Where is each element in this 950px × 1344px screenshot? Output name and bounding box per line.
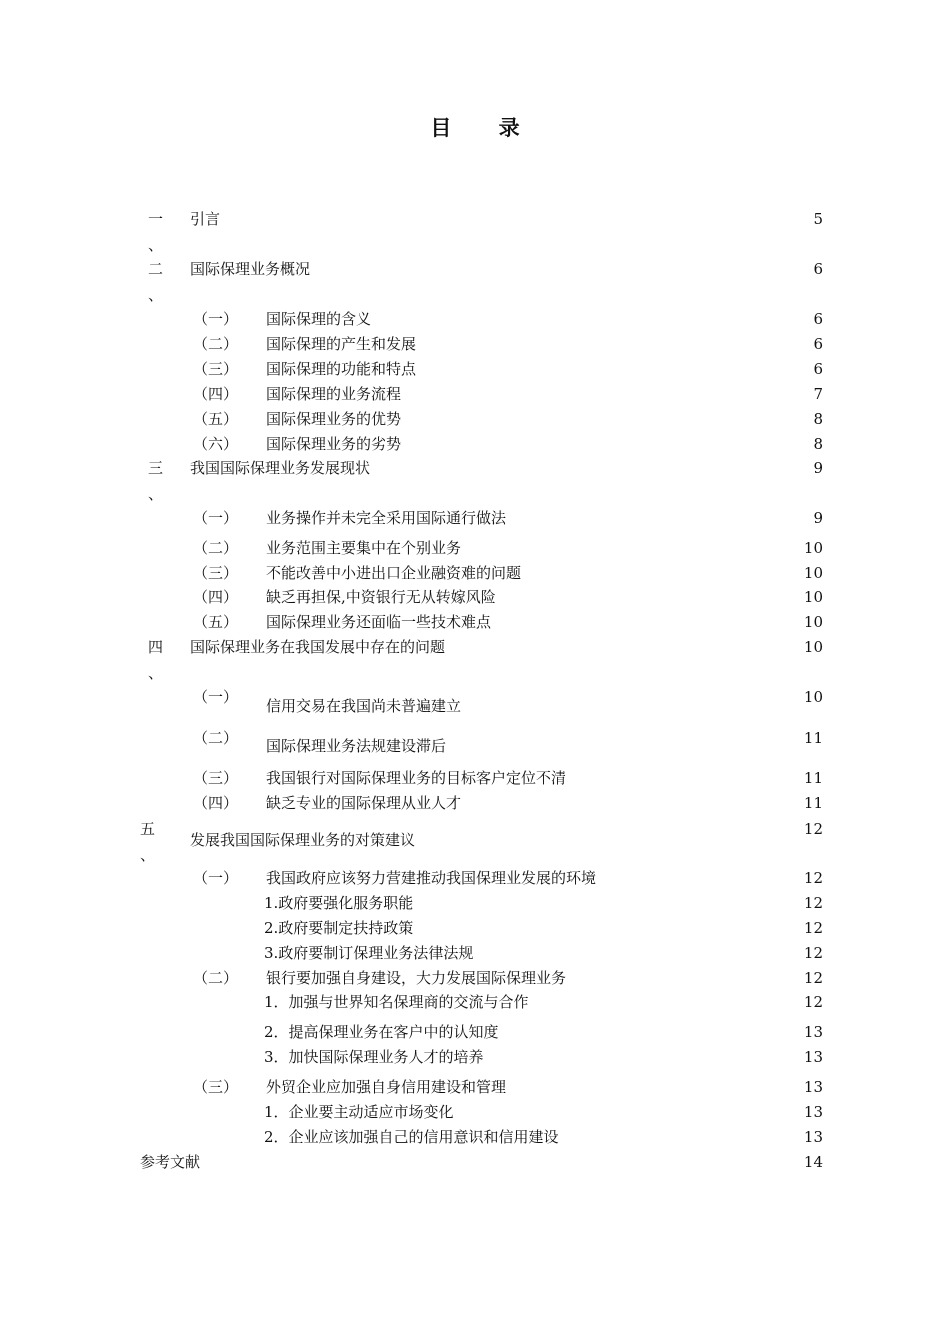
- entry-title: 2．企业应该加强自己的信用意识和信用建设: [264, 1128, 559, 1146]
- chapter-mark: 、: [140, 846, 156, 864]
- page-number: 6: [813, 260, 823, 278]
- entry-title: 引言: [190, 210, 221, 228]
- section-number: （一）: [193, 688, 239, 706]
- entry-title: 我国银行对国际保理业务的目标客户定位不清: [266, 769, 567, 787]
- page-number: 12: [803, 993, 823, 1011]
- toc-entry-3[interactable]: [0, 456, 950, 503]
- entry-title: 缺乏再担保,中资银行无从转嫁风险: [266, 588, 496, 606]
- toc-entry-2[interactable]: [0, 257, 950, 304]
- section-number: （一）: [193, 509, 239, 527]
- toc-entry-5-1-1[interactable]: [0, 891, 950, 915]
- chapter-mark: 、: [148, 485, 164, 503]
- chapter-mark: 、: [148, 664, 164, 682]
- page-number: 12: [803, 894, 823, 912]
- entry-title: 国际保理的功能和特点: [266, 360, 417, 378]
- page-number: 14: [803, 1153, 823, 1171]
- toc-entry-4-3[interactable]: [0, 766, 950, 790]
- entry-title: 业务范围主要集中在个别业务: [266, 539, 462, 557]
- entry-title: 缺乏专业的国际保理从业人才: [266, 794, 462, 812]
- page-number: 13: [803, 1023, 823, 1041]
- chapter-number: 五: [140, 820, 156, 838]
- toc-entry-4-4[interactable]: [0, 791, 950, 815]
- page-number: 13: [803, 1048, 823, 1066]
- page-number: 12: [803, 944, 823, 962]
- section-number: （五）: [193, 613, 239, 631]
- entry-title: 外贸企业应加强自身信用建设和管理: [266, 1078, 507, 1096]
- section-number: （三）: [193, 360, 239, 378]
- chapter-number: 四: [148, 638, 164, 656]
- toc-entry-2-2[interactable]: [0, 332, 950, 356]
- toc-entry-5-2-2[interactable]: [0, 1020, 950, 1044]
- page-number: 9: [813, 459, 823, 477]
- toc-entry-4[interactable]: [0, 635, 950, 682]
- section-number: （二）: [193, 335, 239, 353]
- page-number: 10: [803, 539, 823, 557]
- page-number: 9: [813, 509, 823, 527]
- toc-entry-5-1-3[interactable]: [0, 941, 950, 965]
- section-number: （二）: [193, 729, 239, 747]
- toc-entry-2-4[interactable]: [0, 382, 950, 406]
- toc-entry-2-1[interactable]: [0, 307, 950, 331]
- toc-entry-5-3-2[interactable]: [0, 1125, 950, 1149]
- toc-entry-3-4[interactable]: [0, 585, 950, 609]
- section-number: （三）: [193, 564, 239, 582]
- toc-entry-5-1-2[interactable]: [0, 916, 950, 940]
- entry-title: 参考文献: [140, 1153, 201, 1171]
- entry-title: 国际保理业务法规建设滞后: [266, 737, 447, 755]
- entry-title: 国际保理业务还面临一些技术难点: [266, 613, 492, 631]
- page-number: 13: [803, 1078, 823, 1096]
- entry-title: 3.政府要制订保理业务法律法规: [264, 944, 474, 962]
- page-number: 11: [803, 794, 823, 812]
- page-number: 12: [803, 820, 823, 838]
- chapter-number: 一: [148, 210, 164, 228]
- entry-title: 1．企业要主动适应市场变化: [264, 1103, 454, 1121]
- toc-entry-5-2-3[interactable]: [0, 1045, 950, 1069]
- toc-entry-5[interactable]: [0, 817, 950, 864]
- entry-title: 2.政府要制定扶持政策: [264, 919, 414, 937]
- toc-entry-5-3-1[interactable]: [0, 1100, 950, 1124]
- toc-entry-5-2[interactable]: [0, 966, 950, 990]
- toc-entry-5-2-1[interactable]: [0, 990, 950, 1014]
- page-number: 8: [813, 410, 823, 428]
- entry-title: 1.政府要强化服务职能: [264, 894, 414, 912]
- section-number: （一）: [193, 869, 239, 887]
- toc-entry-1[interactable]: [0, 207, 950, 254]
- entry-title: 1．加强与世界知名保理商的交流与合作: [264, 993, 529, 1011]
- entry-title: 不能改善中小进出口企业融资难的问题: [266, 564, 522, 582]
- page-number: 11: [803, 729, 823, 747]
- section-number: （二）: [193, 969, 239, 987]
- toc-entry-references[interactable]: [0, 1150, 950, 1174]
- chapter-number: 二: [148, 260, 164, 278]
- toc-entry-3-5[interactable]: [0, 610, 950, 634]
- page-number: 13: [803, 1128, 823, 1146]
- entry-title: 国际保理业务概况: [190, 260, 311, 278]
- toc-entry-2-5[interactable]: [0, 407, 950, 431]
- section-number: （四）: [193, 588, 239, 606]
- toc-entry-2-6[interactable]: [0, 432, 950, 456]
- toc-entry-3-2[interactable]: [0, 536, 950, 560]
- toc-entry-4-2[interactable]: [0, 726, 950, 755]
- entry-title: 国际保理的产生和发展: [266, 335, 417, 353]
- entry-title: 信用交易在我国尚未普遍建立: [266, 697, 462, 715]
- toc-title: 目 录: [430, 115, 540, 140]
- page-number: 13: [803, 1103, 823, 1121]
- toc-entry-2-3[interactable]: [0, 357, 950, 381]
- chapter-mark: 、: [148, 286, 164, 304]
- entry-title: 2．提高保理业务在客户中的认知度: [264, 1023, 499, 1041]
- section-number: （三）: [193, 769, 239, 787]
- entry-title: 我国政府应该努力营建推动我国保理业发展的环境: [266, 869, 597, 887]
- entry-title: 国际保理的含义: [266, 310, 372, 328]
- entry-title: 我国国际保理业务发展现状: [190, 459, 371, 477]
- entry-title: 3．加快国际保理业务人才的培养: [264, 1048, 484, 1066]
- section-number: （六）: [193, 435, 239, 453]
- entry-title: 银行要加强自身建设，大力发展国际保理业务: [266, 969, 567, 987]
- entry-title: 国际保理业务的优势: [266, 410, 402, 428]
- page-number: 7: [813, 385, 823, 403]
- entry-title: 业务操作并未完全采用国际通行做法: [266, 509, 507, 527]
- toc-entry-5-3[interactable]: [0, 1075, 950, 1099]
- toc-entry-3-1[interactable]: [0, 506, 950, 530]
- page-number: 6: [813, 360, 823, 378]
- page-number: 10: [803, 588, 823, 606]
- page-number: 10: [803, 688, 823, 706]
- page-number: 8: [813, 435, 823, 453]
- entry-title: 发展我国国际保理业务的对策建议: [190, 831, 416, 849]
- page-number: 11: [803, 769, 823, 787]
- page-number: 10: [803, 613, 823, 631]
- page-number: 12: [803, 969, 823, 987]
- section-number: （五）: [193, 410, 239, 428]
- chapter-mark: 、: [148, 236, 164, 254]
- page-number: 10: [803, 564, 823, 582]
- chapter-number: 三: [148, 459, 164, 477]
- page-number: 12: [803, 919, 823, 937]
- section-number: （二）: [193, 539, 239, 557]
- toc-entry-5-1[interactable]: [0, 866, 950, 890]
- entry-title: 国际保理业务在我国发展中存在的问题: [190, 638, 446, 656]
- page-number: 6: [813, 310, 823, 328]
- entry-title: 国际保理业务的劣势: [266, 435, 402, 453]
- section-number: （四）: [193, 794, 239, 812]
- entry-title: 国际保理的业务流程: [266, 385, 402, 403]
- page-number: 10: [803, 638, 823, 656]
- section-number: （四）: [193, 385, 239, 403]
- toc-entry-4-1[interactable]: [0, 685, 950, 715]
- page-number: 12: [803, 869, 823, 887]
- section-number: （一）: [193, 310, 239, 328]
- page-number: 6: [813, 335, 823, 353]
- toc-entry-3-3[interactable]: [0, 561, 950, 585]
- section-number: （三）: [193, 1078, 239, 1096]
- page-number: 5: [813, 210, 823, 228]
